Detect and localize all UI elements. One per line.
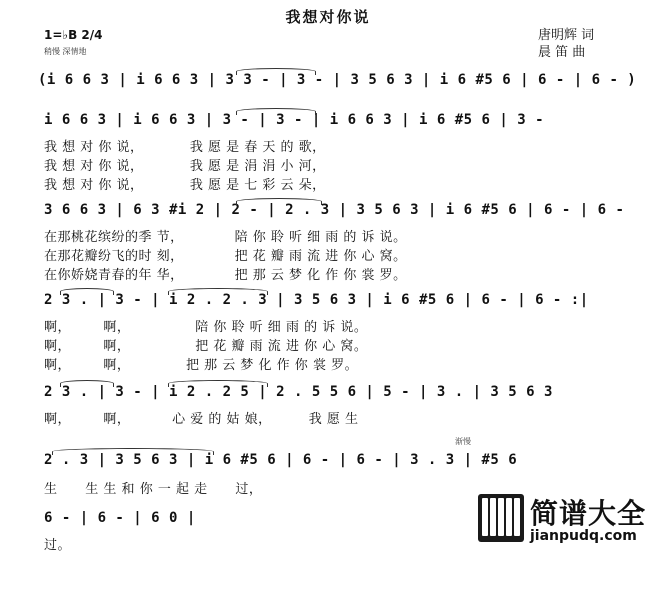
staff-row-intro: (i 6 6 3 | i 6 6 3 | 3 3 - | 3 - | 3 5 6 3 | i 6 #5 6 | 6 - | 6 - ) [38, 72, 637, 88]
lyric-row-5: 生 生 生 和 你 一 起 走 过， [44, 482, 263, 497]
lyric-row-6: 过。 [44, 538, 72, 553]
lyric-row-3-verse-1: 啊， 啊， 陪 你 聆 听 细 雨 的 诉 说。 [44, 320, 368, 335]
slur-mark [236, 108, 316, 115]
lyric-row-2-verse-2: 在那花瓣纷飞的时 刻， 把 花 瓣 雨 流 进 你 心 窝。 [44, 249, 407, 264]
staff-row-2: 3 6 6 3 | 6 3 #i 2 | 2 - | 2 . 3 | 3 5 6 3 | i 6 #5 6 | 6 - | 6 - [44, 202, 625, 218]
watermark-url: jianpudq.com [530, 528, 637, 544]
staff-row-1: i 6 6 3 | i 6 6 3 | 3 - | 3 - | i 6 6 3 | i 6 #5 6 | 3 - [44, 112, 545, 128]
slur-mark [168, 288, 268, 295]
lyric-row-1-verse-3: 我 想 对 你 说， 我 愿 是 七 彩 云 朵， [44, 178, 326, 193]
lyric-row-4: 啊， 啊， 心 爱 的 姑 娘， 我 愿 生 [44, 412, 359, 427]
tempo-marking: 稍慢 深情地 [44, 47, 87, 56]
slur-mark [52, 448, 214, 455]
slur-mark [236, 198, 322, 205]
lyric-row-3-verse-2: 啊， 啊， 把 花 瓣 雨 流 进 你 心 窝。 [44, 339, 368, 354]
lyric-row-3-verse-3: 啊， 啊， 把 那 云 梦 化 作 你 裳 罗。 [44, 358, 359, 373]
key-signature: 1=♭B 2/4 [44, 28, 103, 42]
lyric-row-2-verse-1: 在那桃花缤纷的季 节， 陪 你 聆 听 细 雨 的 诉 说。 [44, 230, 407, 245]
lyricist-credit: 唐明辉 词 [538, 28, 595, 43]
piano-logo-icon [478, 494, 524, 542]
staff-row-6: 6 - | 6 - | 6 0 | [44, 510, 196, 526]
watermark-title: 简谱大全 [530, 497, 647, 530]
slur-mark [60, 380, 114, 387]
lyric-row-1-verse-2: 我 想 对 你 说， 我 愿 是 涓 涓 小 河， [44, 159, 326, 174]
staff-row-5: 2 . 3 | 3 5 6 3 | i 6 #5 6 | 6 - | 6 - | 3 . 3 | #5 6 [44, 452, 518, 468]
slur-mark [60, 288, 114, 295]
slur-mark [236, 68, 316, 75]
page-title: 我想对你说 [285, 8, 371, 26]
staff-row-3: 2 3 . | 3 - | i 2 . 2 . 3 | 3 5 6 3 | i 6 #5 6 | 6 - | 6 - :| [44, 292, 589, 308]
ritardando-marking: 渐慢 [455, 437, 471, 446]
lyric-row-1-verse-1: 我 想 对 你 说， 我 愿 是 春 天 的 歌， [44, 140, 326, 155]
lyric-row-2-verse-3: 在你娇娆青春的年 华， 把 那 云 梦 化 作 你 裳 罗。 [44, 268, 407, 283]
composer-credit: 晨 笛 曲 [538, 45, 586, 60]
slur-mark [168, 380, 268, 387]
staff-row-4: 2 3 . | 3 - | i 2 . 2 5 | 2 . 5 5 6 | 5 - | 3 . | 3 5 6 3 [44, 384, 553, 400]
